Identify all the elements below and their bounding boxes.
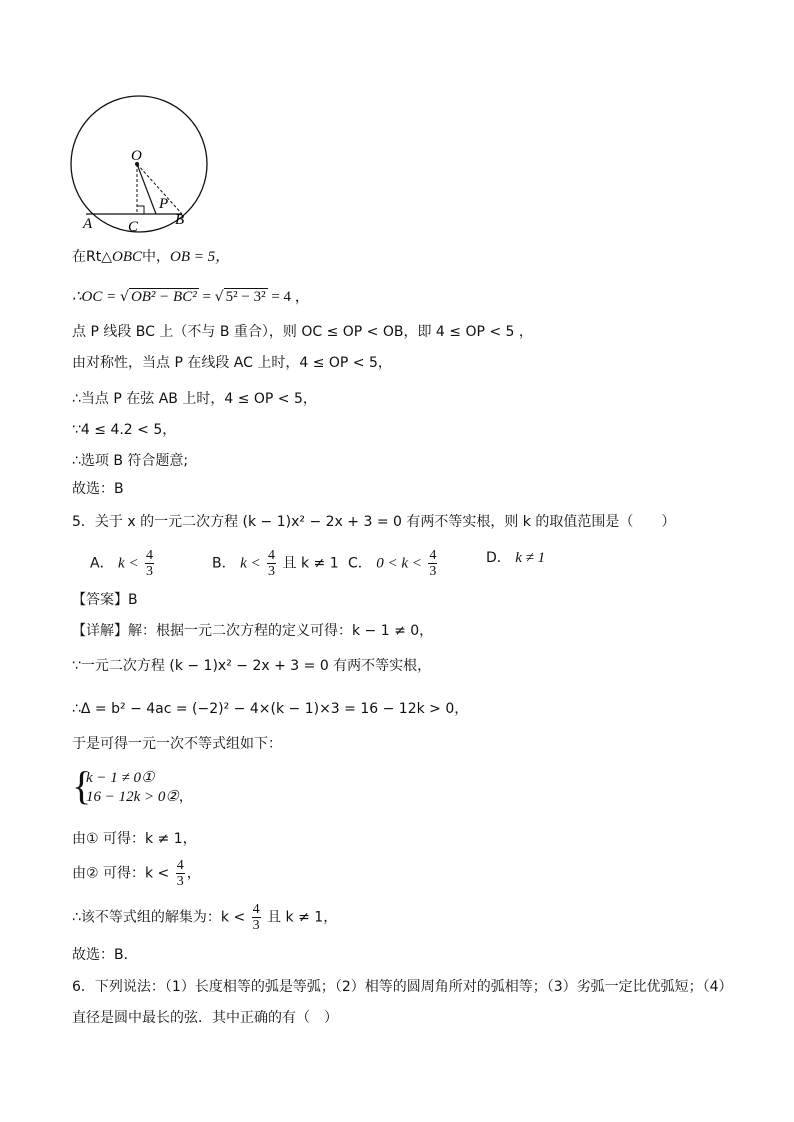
sqrt-expr: 5² − 3² [225,289,266,305]
math: ∴OC = [72,289,121,305]
math: = [198,289,215,305]
line-because: ∵4 ≤ 4.2 < 5， [72,422,177,438]
math: OBC [111,249,142,265]
option-d [486,548,545,568]
frac-num: 4 [252,902,260,917]
circle-figure [0,0,794,240]
option-label: B． [212,555,236,572]
question-5: 5．关于 x 的一元二次方程 (k − 1)x² − 2x + 3 = 0 有两不等实根，则 k 的取值范围是（ ） [72,514,676,530]
fraction [267,548,276,579]
right-angle-mark [137,206,144,214]
frac-den: 3 [146,564,154,579]
detail-line-1: 【详解】解：根据一元二次方程的定义可得：k − 1 ≠ 0， [72,623,434,639]
fraction [428,548,437,579]
frac-num: 4 [176,858,184,873]
math: = 4 ， [267,289,310,305]
frac-den: 3 [176,874,184,889]
line-symmetry: 由对称性，当点 P 在线段 AC 上时，4 ≤ OP < 5， [72,355,392,371]
detail-line-4: 于是可得一元一次不等式组如下： [72,736,282,752]
question-6-line-2: 直径是圆中最长的弦．其中正确的有（ ） [72,1010,338,1026]
question-6-line-1: 6．下列说法：（1）长度相等的弧是等弧；（2）相等的圆周角所对的弧相等；（3）劣弧一定比优弧短；（4） [72,979,733,995]
option-label: A． [90,555,114,572]
label-o: O [131,148,142,164]
text: ， [186,865,201,882]
math: k − 1 ≠ 0① [86,770,155,786]
option-label: C． [348,555,372,572]
label-p: P [159,196,169,212]
fraction [176,858,185,889]
line-option-b: ∴选项 B 符合题意; [72,453,189,469]
option-a [90,548,156,579]
detail-line-5: 由① 可得：k ≠ 1， [72,831,197,847]
system-eq-1 [86,768,154,788]
frac-num: 4 [268,548,276,563]
text: ∴该不等式组的解集为：k < [72,909,246,926]
option-c [348,548,439,579]
text: 中， [141,249,170,265]
math: 16 − 12k > 0② [86,789,179,805]
system-eq-2 [86,787,193,807]
line-chord-ab: ∴当点 P 在弦 AB 上时，4 ≤ OP < 5， [72,391,317,407]
label-a: A [83,216,93,232]
detail-line-3: ∴Δ = b² − 4ac = (−2)² − 4×(k − 1)×3 = 16 − 12k > 0， [72,701,469,717]
text: 在Rt△ [72,249,112,265]
math: k < [240,555,261,572]
fraction [252,902,261,933]
text: 由② 可得：k < [72,865,170,882]
line-p-on-bc: 点 P 线段 BC 上（不与 B 重合），则 OC ≤ OP < OB，即 4 ≤ OP < 5 ， [72,324,533,340]
answer: 【答案】B [72,592,138,608]
text: ， [178,789,193,805]
frac-den: 3 [429,564,437,579]
label-b: B [175,212,185,228]
option-label: D． [486,550,511,566]
math: OB = 5， [169,249,231,265]
detail-line-6 [72,858,201,894]
text: 且 k ≠ 1， [267,909,338,926]
label-c: C [128,219,139,235]
detail-line-2: ∵一元二次方程 (k − 1)x² − 2x + 3 = 0 有两不等实根， [72,658,432,674]
frac-den: 3 [268,564,276,579]
math: 0 < k < [376,555,422,572]
detail-line-7 [72,902,337,938]
detail-line-8: 故选：B． [72,947,138,963]
line-rt-triangle [72,247,230,267]
frac-den: 3 [252,918,260,933]
options-row [72,548,672,582]
left-brace: { [72,763,92,808]
sqrt-expr: OB² − BC² [130,289,197,305]
line-choose-b: 故选：B [72,481,124,497]
fraction [145,548,154,579]
frac-num: 4 [146,548,154,563]
line-oc-calc: ∴OC = √ OB² − BC² = √ 5² − 3² = 4 ， [72,289,310,305]
text: 且 k ≠ 1 [282,555,339,572]
math: k ≠ 1 [515,550,546,566]
math: k < [118,555,139,572]
option-b [212,548,339,579]
frac-num: 4 [429,548,437,563]
